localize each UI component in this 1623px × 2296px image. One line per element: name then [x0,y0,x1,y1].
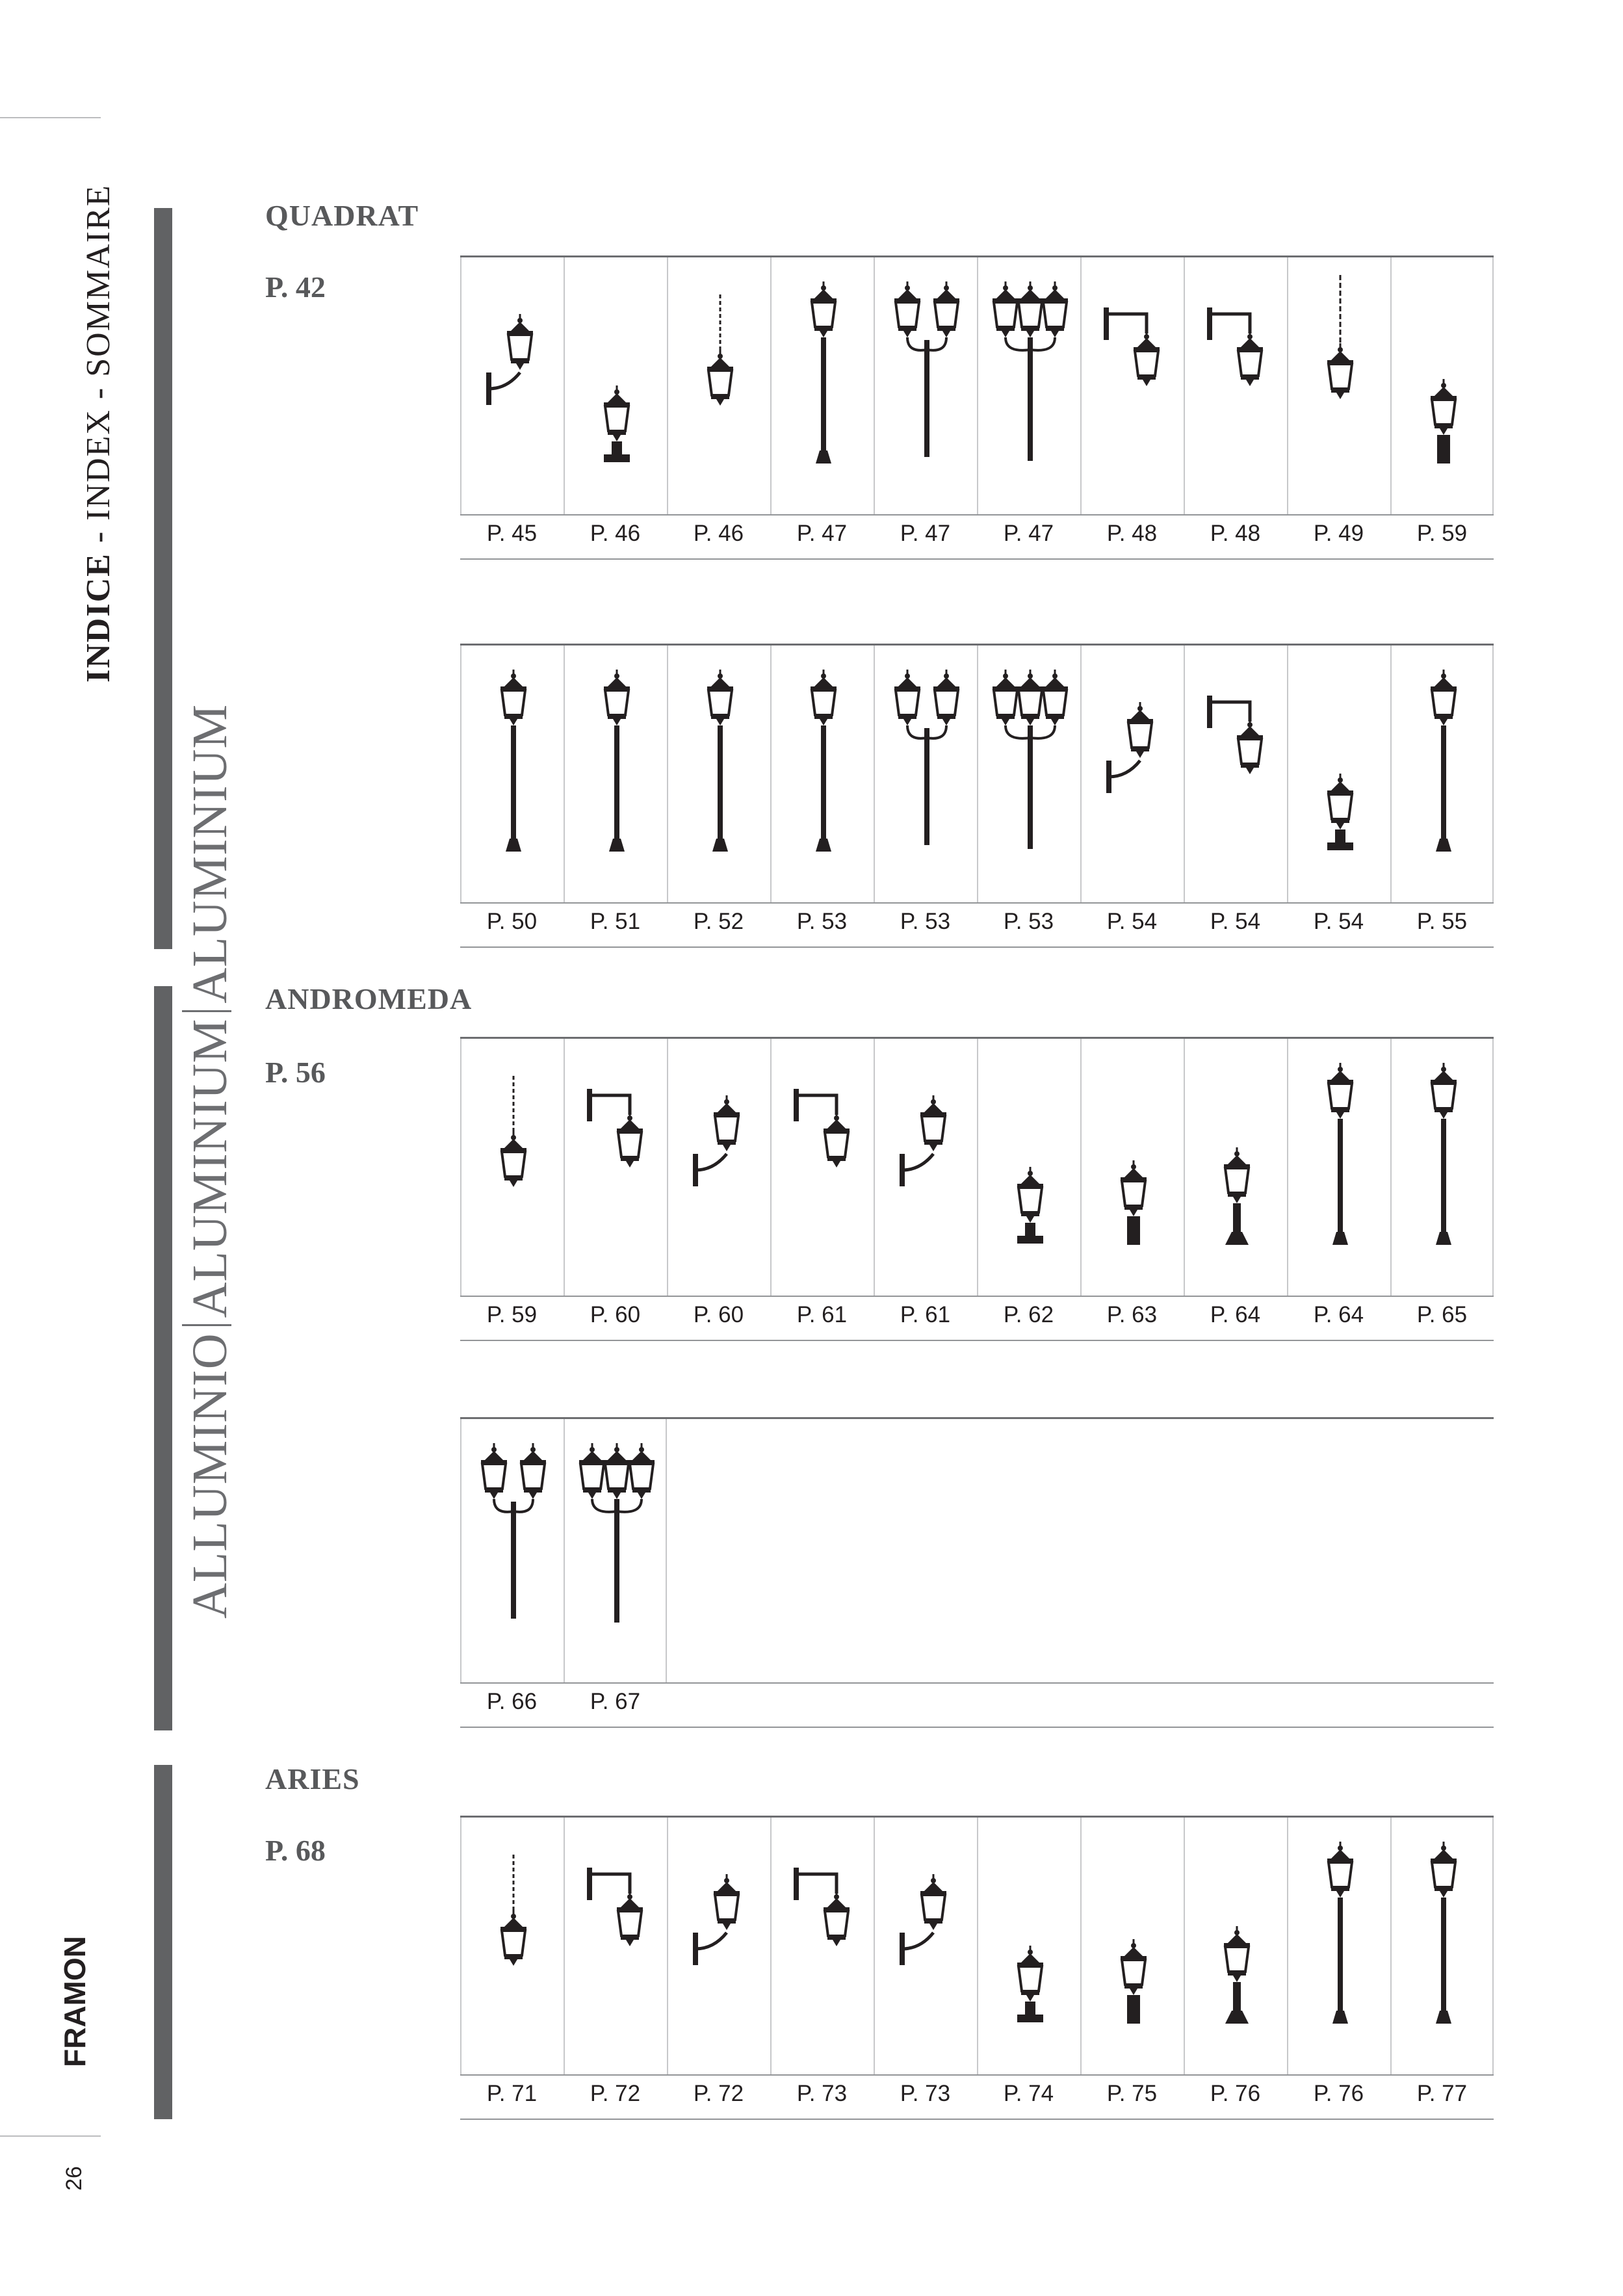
product-page-ref: P. 77 [1416,2081,1468,2106]
section-title-quadrat: QUADRAT [265,199,419,232]
bollard-lantern-icon [1198,1829,1276,2024]
ground-lantern-icon [1301,657,1379,852]
product-page-ref: P. 51 [590,909,641,934]
product-page-ref: P. 67 [590,1689,641,1714]
product-cell [977,646,1080,902]
wall-bracket-lantern-icon [681,1050,759,1245]
product-page-ref: P. 59 [486,1302,538,1327]
product-cell [564,646,667,902]
product-page-ref: P. 50 [486,909,538,934]
product-table-andromeda-2 [460,1417,1494,1729]
twin-post-lantern-icon [474,1430,552,1625]
product-cell [1287,257,1390,514]
table-bottom-rule [460,1340,1494,1341]
product-cell [564,1039,667,1296]
product-page-ref: P. 71 [486,2081,538,2106]
product-cell [770,1039,874,1296]
product-cell [460,646,564,902]
table-mid-rule [460,2074,1494,2076]
product-cell [977,257,1080,514]
product-table-aries [460,1816,1494,2121]
product-cell [874,1039,977,1296]
product-table-quadrat-1 [460,255,1494,561]
product-page-ref: P. 66 [486,1689,538,1714]
table-bottom-rule [460,1727,1494,1728]
product-page-ref: P. 53 [900,909,951,934]
product-page-ref: P. 47 [1003,521,1054,546]
table-mid-rule [460,514,1494,515]
product-page-ref: P. 75 [1106,2081,1158,2106]
product-cell [1080,1818,1184,2074]
product-page-ref: P. 54 [1313,909,1364,934]
wall-bracket-lantern-icon [888,1829,966,2024]
table-mid-rule [460,902,1494,904]
product-cell [874,1818,977,2074]
bottom-left-rule [0,2135,101,2137]
wall-hanging-lantern-icon [578,1829,656,2024]
section-bar-aries [154,1765,172,2119]
section-title-andromeda: ANDROMEDA [265,982,473,1015]
wall-hanging-lantern-icon [1198,657,1276,852]
section-bar-andromeda [154,986,172,1730]
product-cell [1184,1039,1287,1296]
product-page-ref: P. 45 [486,521,538,546]
product-page-ref: P. 59 [1416,521,1468,546]
pendant-lantern-icon [474,1050,552,1245]
product-cell [770,646,874,902]
product-page-ref: P. 62 [1003,1302,1054,1327]
post-lantern-icon [474,657,552,852]
product-page-ref: P. 60 [693,1302,744,1327]
product-page-ref: P. 54 [1210,909,1261,934]
product-page-ref: P. 47 [796,521,848,546]
product-cell [564,1818,667,2074]
post-lantern-icon [1301,1829,1379,2024]
post-lantern-icon [785,657,863,852]
product-cell [874,646,977,902]
product-cell [667,257,770,514]
post-lantern-icon [1405,657,1483,852]
product-cell [1080,257,1184,514]
section-page-andromeda: P. 56 [265,1056,326,1089]
product-table-andromeda-1 [460,1037,1494,1342]
ground-lantern-icon [991,1829,1069,2024]
ground-lantern-icon [991,1050,1069,1245]
short-bollard-lantern-icon [1095,1829,1173,2024]
short-bollard-lantern-icon [1095,1050,1173,1245]
page-number: 26 [62,2166,86,2191]
wall-hanging-lantern-icon [578,1050,656,1245]
product-cell [1390,1039,1494,1296]
section-page-quadrat: P. 42 [265,270,326,304]
wall-hanging-lantern-icon [785,1050,863,1245]
brand-logo: FRAMON [58,1936,92,2067]
wall-bracket-lantern-icon [474,268,552,463]
wall-bracket-lantern-icon [681,1829,759,2024]
product-cell [1184,1818,1287,2074]
product-cell [977,1039,1080,1296]
pendant-lantern-icon [681,268,759,463]
product-cell [460,1039,564,1296]
product-cell [977,1818,1080,2074]
product-cell [1287,1039,1390,1296]
chain-pendant-lantern-icon [1301,268,1379,463]
wall-bracket-lantern-icon [1095,657,1173,852]
product-cell [1080,1039,1184,1296]
product-cell [460,1419,564,1682]
product-cell [770,1818,874,2074]
product-page-ref: P. 73 [796,2081,848,2106]
product-page-ref: P. 65 [1416,1302,1468,1327]
section-title-aries: ARIES [265,1762,360,1795]
twin-post-lantern-icon [888,268,966,463]
post-lantern-icon [1405,1829,1483,2024]
table-bottom-rule [460,946,1494,948]
triple-post-lantern-icon [991,657,1069,852]
product-cell [1184,646,1287,902]
section-page-aries: P. 68 [265,1834,326,1867]
table-bottom-rule [460,2119,1494,2120]
product-page-ref: P. 54 [1106,909,1158,934]
product-cell [564,1419,667,1682]
material-title: ALLUMINIOALUMINIUMALUMINIUM [183,703,237,1619]
product-cell [667,1818,770,2074]
side-index-title: INDICE - INDEX - SOMMAIRE [80,184,117,683]
product-cell [460,1818,564,2074]
wall-bracket-lantern-icon [888,1050,966,1245]
wall-hanging-lantern-icon [1198,268,1276,463]
product-page-ref: P. 61 [796,1302,848,1327]
product-page-ref: P. 76 [1210,2081,1261,2106]
product-table-quadrat-2 [460,644,1494,949]
section-bar-quadrat [154,208,172,949]
product-cell [564,257,667,514]
product-page-ref: P. 72 [590,2081,641,2106]
product-page-ref: P. 47 [900,521,951,546]
triple-post-lantern-icon [578,1430,656,1625]
product-cell [1287,646,1390,902]
product-cell [1080,646,1184,902]
product-page-ref: P. 76 [1313,2081,1364,2106]
product-page-ref: P. 64 [1210,1302,1261,1327]
post-lantern-icon [1301,1050,1379,1245]
post-lantern-icon [1405,1050,1483,1245]
product-page-ref: P. 48 [1210,521,1261,546]
product-page-ref: P. 53 [1003,909,1054,934]
product-page-ref: P. 46 [590,521,641,546]
product-page-ref: P. 72 [693,2081,744,2106]
product-cell [460,257,564,514]
twin-post-lantern-icon [888,657,966,852]
bollard-lantern-icon [1198,1050,1276,1245]
product-page-ref: P. 61 [900,1302,951,1327]
short-bollard-lantern-icon [1405,268,1483,463]
wall-hanging-lantern-icon [1095,268,1173,463]
product-page-ref: P. 52 [693,909,744,934]
top-left-rule [0,117,101,118]
post-lantern-icon [578,657,656,852]
product-cell [1184,257,1287,514]
product-page-ref: P. 73 [900,2081,951,2106]
product-page-ref: P. 74 [1003,2081,1054,2106]
post-lantern-icon [681,657,759,852]
product-cell [1390,646,1494,902]
product-page-ref: P. 63 [1106,1302,1158,1327]
post-lantern-icon [785,268,863,463]
product-cell [667,1039,770,1296]
product-page-ref: P. 49 [1313,521,1364,546]
product-page-ref: P. 53 [796,909,848,934]
ground-lantern-icon [578,268,656,463]
table-mid-rule [460,1682,1494,1684]
table-bottom-rule [460,558,1494,560]
product-cell [874,257,977,514]
product-page-ref: P. 55 [1416,909,1468,934]
triple-post-lantern-icon [991,268,1069,463]
pendant-lantern-icon [474,1829,552,2024]
table-mid-rule [460,1296,1494,1297]
product-cell [770,257,874,514]
product-cell [667,646,770,902]
wall-hanging-lantern-icon [785,1829,863,2024]
product-cell [1390,1818,1494,2074]
product-page-ref: P. 48 [1106,521,1158,546]
product-page-ref: P. 46 [693,521,744,546]
product-page-ref: P. 64 [1313,1302,1364,1327]
product-cell [1287,1818,1390,2074]
product-page-ref: P. 60 [590,1302,641,1327]
product-cell [1390,257,1494,514]
